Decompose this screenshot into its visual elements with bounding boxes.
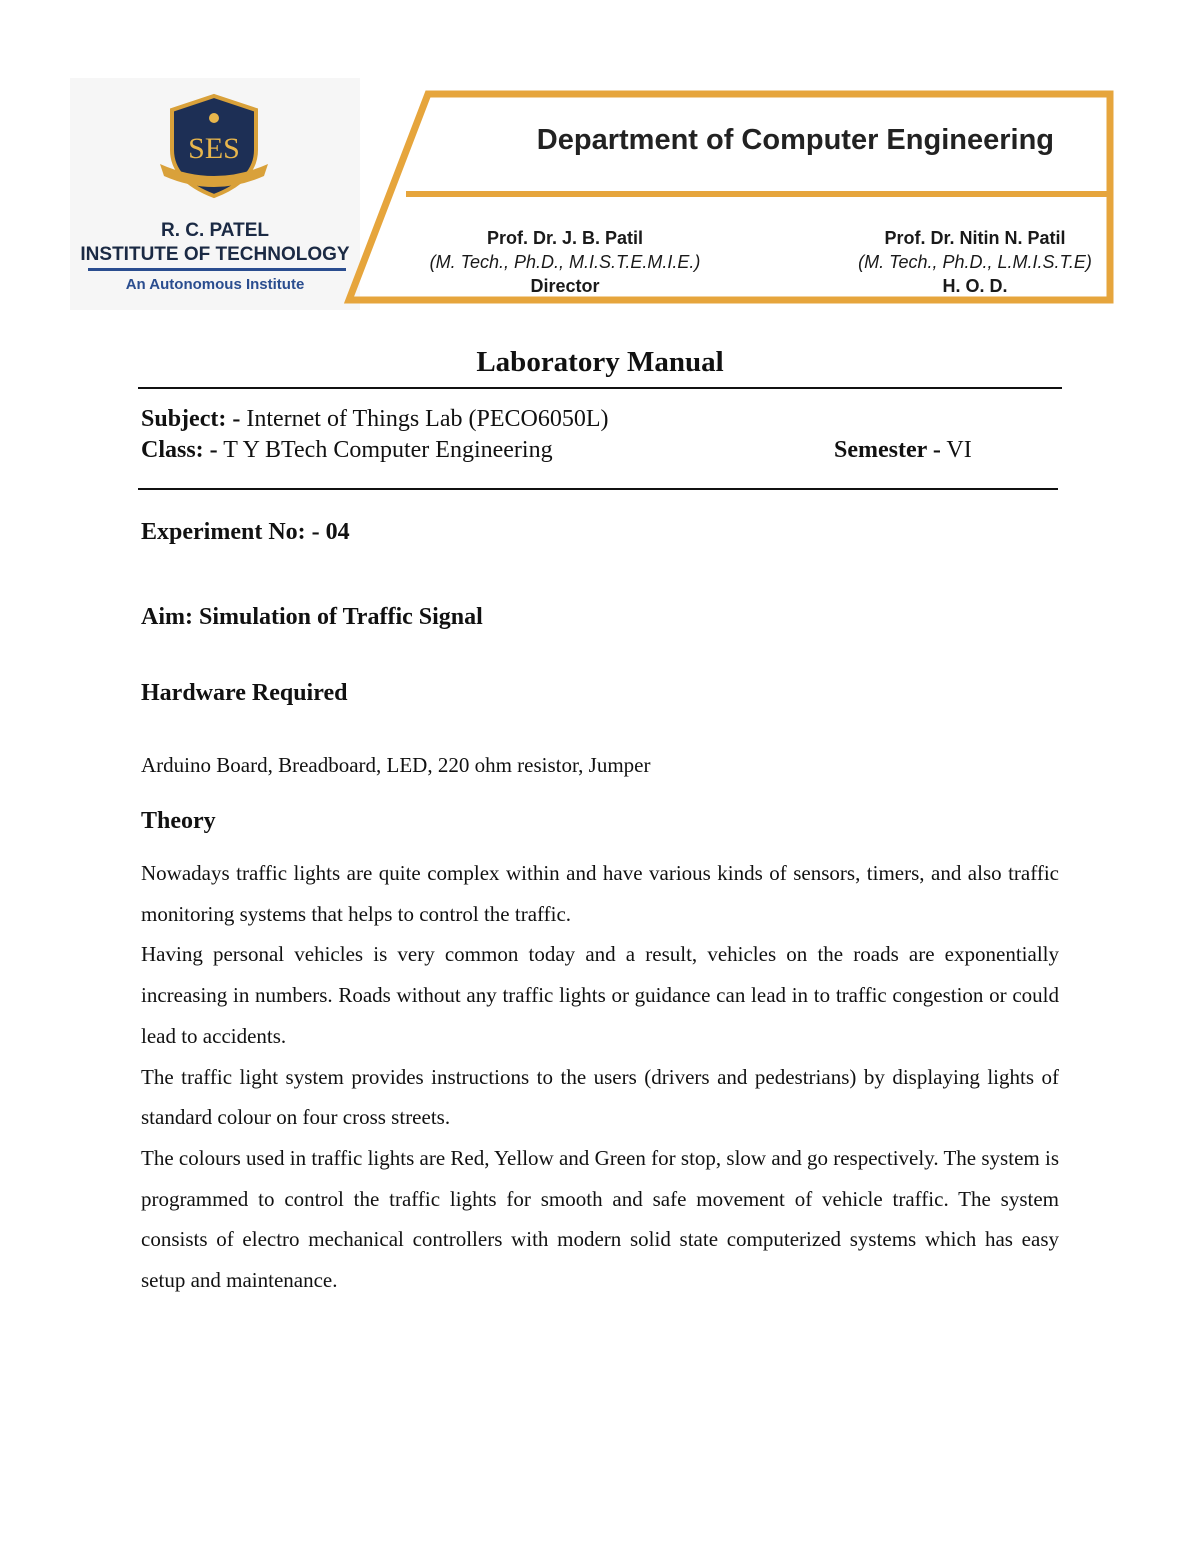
- class-value: T Y BTech Computer Engineering: [217, 437, 553, 463]
- director-name: Prof. Dr. J. B. Patil: [486, 228, 644, 248]
- document-title: Laboratory Manual: [476, 346, 724, 378]
- institute-name-line1: R. C. PATEL: [160, 220, 270, 241]
- subject-line: [141, 406, 608, 433]
- theory-paragraph: The traffic light system provides instructions to the users (drivers and pedestrians) by displaying lights of standard colour on four cross streets.: [141, 1064, 1059, 1130]
- aim-heading: Aim: Simulation of Traffic Signal: [141, 604, 483, 630]
- subject-label: Subject: -: [141, 406, 241, 432]
- hod-name: Prof. Dr. Nitin N. Patil: [884, 228, 1066, 248]
- theory-body: [141, 853, 1059, 1301]
- hod-role: H. O. D.: [942, 276, 1008, 296]
- director-block: [410, 226, 720, 298]
- director-role: Director: [530, 276, 600, 296]
- experiment-number: Experiment No: - 04: [141, 519, 350, 545]
- theory-paragraph: Having personal vehicles is very common today and a result, vehicles on the roads are exponentially increasing in numbers. Roads without any traffic lights or guidance can lead in to traffic congestion or could lead to accidents.: [141, 942, 1059, 1048]
- title-divider: [138, 387, 1062, 389]
- hardware-heading: Hardware Required: [141, 680, 348, 706]
- semester-value: VI: [940, 437, 972, 463]
- semester-label: Semester -: [834, 437, 941, 463]
- institute-name-line2: INSTITUTE OF TECHNOLOGY: [80, 244, 350, 265]
- director-qualifications: (M. Tech., Ph.D., M.I.S.T.E.M.I.E.): [429, 252, 701, 272]
- theory-paragraph: The colours used in traffic lights are Red, Yellow and Green for stop, slow and go respectively. The system is programmed to control the traffic lights for smooth and safe movement of vehicle traffic. The system consists of electro mechanical controllers with modern solid state computerized systems which has easy setup and maintenance.: [141, 1145, 1059, 1293]
- class-label: Class: -: [141, 437, 218, 463]
- meta-divider: [138, 488, 1058, 490]
- department-title: Department of Computer Engineering: [536, 124, 1054, 156]
- svg-text:SES: SES: [188, 132, 240, 165]
- theory-heading: Theory: [141, 808, 216, 834]
- institute-tagline: An Autonomous Institute: [125, 276, 305, 293]
- semester-line: [834, 437, 972, 464]
- class-line: [141, 437, 553, 464]
- subject-value: Internet of Things Lab (PECO6050L): [240, 406, 609, 432]
- hod-block: [820, 226, 1130, 298]
- hardware-list: Arduino Board, Breadboard, LED, 220 ohm resistor, Jumper: [141, 753, 651, 777]
- theory-paragraph: Nowadays traffic lights are quite complex within and have various kinds of sensors, timers, and also traffic monitoring systems that helps to control the traffic.: [141, 861, 1059, 926]
- hod-qualifications: (M. Tech., Ph.D., L.M.I.S.T.E): [858, 252, 1092, 272]
